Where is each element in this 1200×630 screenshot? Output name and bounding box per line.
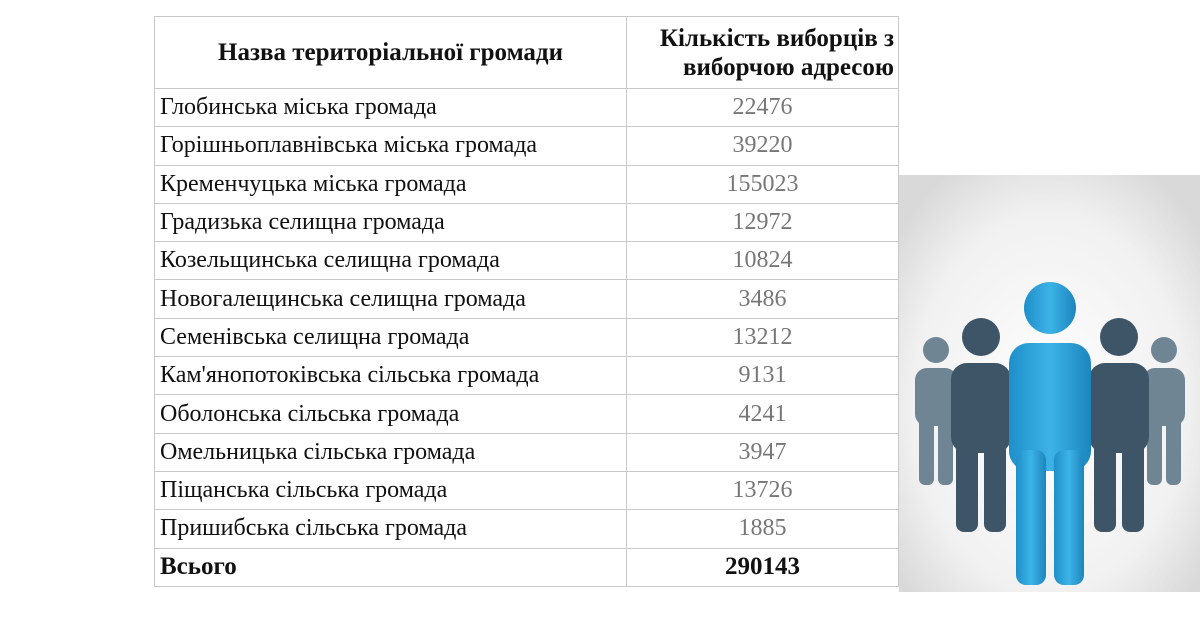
voter-count: 12972 [627, 203, 899, 241]
voter-count: 1885 [627, 510, 899, 548]
header-community-name: Назва територіальної громади [155, 17, 627, 89]
table-row [155, 280, 899, 318]
voter-count: 155023 [627, 165, 899, 203]
community-name: Семенівська селищна громада [155, 318, 627, 356]
community-name: Глобинська міська громада [155, 89, 627, 127]
total-label: Всього [155, 548, 627, 586]
community-name: Горішньоплавнівська міська громада [155, 127, 627, 165]
table-row [155, 89, 899, 127]
voter-count: 39220 [627, 127, 899, 165]
community-name: Кам'янопотоківська сільська громада [155, 357, 627, 395]
voter-count: 3947 [627, 433, 899, 471]
community-name: Омельницька сільська громада [155, 433, 627, 471]
table-row [155, 165, 899, 203]
voter-count: 13212 [627, 318, 899, 356]
community-name: Козельщинська селищна громада [155, 242, 627, 280]
table-row [155, 357, 899, 395]
community-name: Піщанська сільська громада [155, 471, 627, 509]
table-row [155, 510, 899, 548]
table-header-row [155, 17, 899, 89]
community-name: Новогалещинська селищна громада [155, 280, 627, 318]
table-row [155, 471, 899, 509]
voters-table [154, 16, 899, 587]
table-row [155, 433, 899, 471]
voter-count: 10824 [627, 242, 899, 280]
total-row [155, 548, 899, 586]
voter-count: 9131 [627, 357, 899, 395]
people-group-icon [899, 175, 1200, 592]
table-row [155, 127, 899, 165]
community-name: Кременчуцька міська громада [155, 165, 627, 203]
table-row [155, 395, 899, 433]
voter-count: 3486 [627, 280, 899, 318]
table-row [155, 203, 899, 241]
community-name: Градизька селищна громада [155, 203, 627, 241]
table-row [155, 318, 899, 356]
voter-count: 13726 [627, 471, 899, 509]
community-name: Пришибська сільська громада [155, 510, 627, 548]
header-voter-count: Кількість виборців з виборчою адресою [627, 17, 899, 89]
community-name: Оболонська сільська громада [155, 395, 627, 433]
voter-count: 4241 [627, 395, 899, 433]
voter-count: 22476 [627, 89, 899, 127]
total-count: 290143 [627, 548, 899, 586]
table-row [155, 242, 899, 280]
